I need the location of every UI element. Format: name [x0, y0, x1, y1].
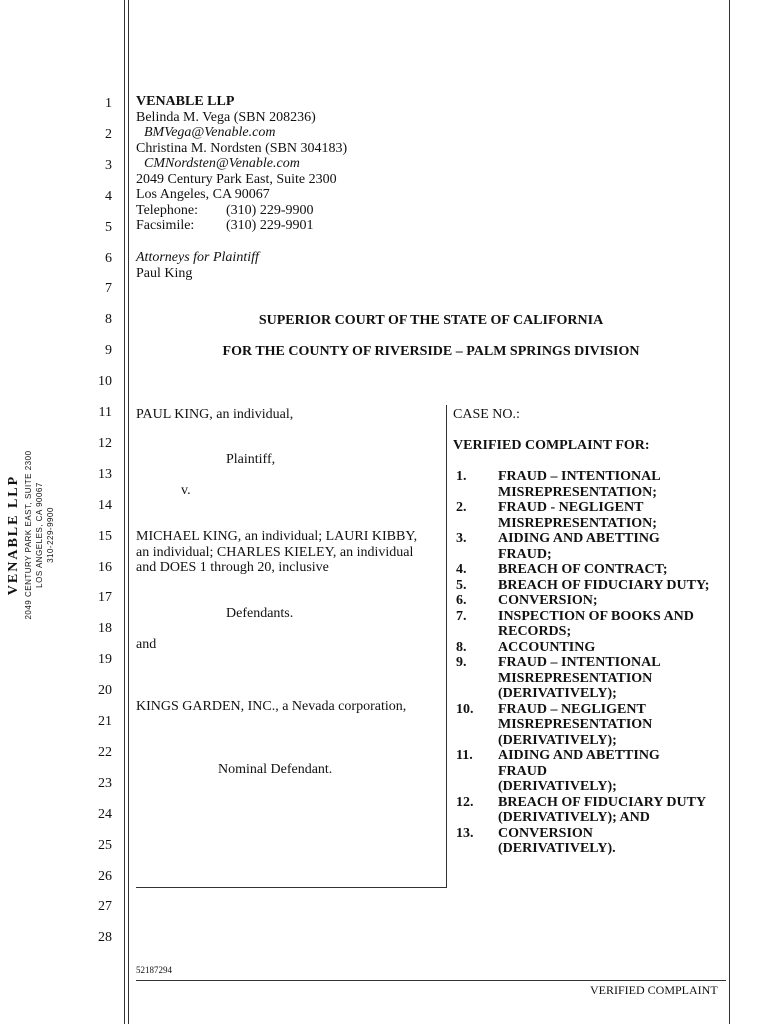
line-number: 19 [98, 652, 112, 668]
claim-item [456, 609, 746, 640]
telephone-value: (310) 229-9900 [226, 202, 314, 218]
firm-sidebar [5, 385, 75, 685]
line-number: 10 [98, 374, 112, 390]
left-margin-rule-1 [124, 0, 125, 1024]
claim-line: CONVERSION [498, 825, 593, 841]
claim-number: 2. [456, 500, 467, 515]
line-number: 21 [98, 714, 112, 729]
nominal-defendant-role: Nominal Defendant. [218, 762, 333, 777]
line-number: 18 [98, 621, 112, 637]
line-number: 13 [98, 466, 112, 482]
claim-line: CONVERSION; [498, 593, 598, 608]
line-number: 25 [98, 837, 112, 853]
claim-item [456, 578, 746, 594]
line-number: 20 [98, 683, 112, 699]
claim-line: FRAUD; [498, 546, 552, 562]
defendants-line-1: MICHAEL KING, an individual; LAURI KIBBY, [136, 529, 418, 544]
complaint-title: VERIFIED COMPLAINT FOR: [453, 438, 650, 453]
claim-number: 4. [456, 562, 467, 577]
header-city: Los Angeles, CA 90067 [136, 187, 270, 202]
claim-text [498, 702, 746, 749]
claim-text [498, 795, 746, 826]
header-attorney-2: Christina M. Nordsten (SBN 304183) [136, 140, 348, 156]
caption-divider-vertical [446, 405, 447, 888]
claim-line: BREACH OF CONTRACT; [498, 562, 668, 577]
defendants-block [136, 529, 417, 576]
claim-line: (DERIVATIVELY). [498, 841, 616, 856]
claim-line: BREACH OF FIDUCIARY DUTY; [498, 577, 710, 593]
line-number: 8 [105, 312, 112, 328]
claim-line: FRAUD [498, 763, 547, 779]
plaintiff-role: Plaintiff, [226, 452, 276, 467]
claim-number: 5. [456, 577, 467, 593]
claim-text [498, 748, 746, 795]
claim-line: FRAUD - NEGLIGENT [498, 500, 644, 515]
line-number: 6 [105, 250, 112, 266]
line-number: 14 [98, 497, 112, 513]
sidebar-phone: 310-229-9900 [46, 507, 55, 563]
case-number-label: CASE NO.: [453, 407, 520, 422]
header-facsimile-row [136, 218, 347, 234]
line-number: 23 [98, 775, 112, 791]
claim-line: AIDING AND ABETTING [498, 748, 660, 763]
line-number: 4 [105, 188, 112, 204]
court-title-line-1: SUPERIOR COURT OF THE STATE OF CALIFORNIA [258, 313, 604, 328]
claim-line: (DERIVATIVELY); [498, 686, 617, 701]
attorneys-for-label: Attorneys for Plaintiff [136, 250, 259, 265]
versus: v. [181, 483, 191, 498]
left-margin-rule-2 [128, 0, 129, 1024]
claim-text [498, 562, 746, 578]
claims-list [456, 469, 746, 857]
line-number: 12 [98, 435, 112, 451]
line-number: 1 [105, 96, 112, 111]
line-number: 22 [98, 744, 112, 760]
facsimile-label: Facsimile: [136, 218, 195, 233]
claim-line: MISREPRESENTATION; [498, 484, 657, 500]
claim-line: MISREPRESENTATION [498, 670, 653, 686]
line-number: 15 [98, 528, 112, 544]
nominal-defendant-name: KINGS GARDEN, INC., a Nevada corporation, [136, 699, 407, 714]
claim-item [456, 702, 746, 749]
claim-line: FRAUD – INTENTIONAL [498, 469, 661, 484]
caption-and: and [136, 637, 157, 652]
claim-line: MISREPRESENTATION; [498, 515, 657, 531]
claim-text [498, 531, 746, 562]
header-telephone-row [136, 203, 347, 219]
claim-number: 8. [456, 639, 467, 655]
claim-number: 6. [456, 593, 467, 608]
claim-number: 3. [456, 531, 467, 546]
claim-number: 10. [456, 701, 474, 717]
line-number: 7 [105, 281, 112, 297]
line-number: 3 [105, 157, 112, 173]
footer-rule [136, 980, 726, 981]
sidebar-firm-name: VENABLE LLP [6, 474, 21, 596]
defendants-role: Defendants. [226, 606, 294, 621]
header-firm: VENABLE LLP [136, 94, 235, 109]
plaintiff-name: PAUL KING, an individual, [136, 407, 294, 422]
claim-item [456, 562, 746, 578]
claim-line: (DERIVATIVELY); AND [498, 810, 650, 825]
claim-number: 9. [456, 655, 467, 670]
claim-text [498, 609, 746, 640]
line-number: 16 [98, 559, 112, 575]
claim-item [456, 593, 746, 609]
claim-number: 1. [456, 469, 467, 484]
line-number: 11 [98, 405, 112, 420]
defendants-line-3: and DOES 1 through 20, inclusive [136, 560, 329, 575]
caption-divider-bottom [136, 887, 447, 888]
header-email-2: CMNordsten@Venable.com [144, 156, 300, 171]
attorneys-for-block [136, 250, 259, 281]
header-attorney-1: Belinda M. Vega (SBN 208236) [136, 109, 316, 125]
attorney-header [136, 94, 347, 234]
line-number: 5 [105, 219, 112, 235]
claim-text [498, 469, 746, 500]
claim-item [456, 500, 746, 531]
line-number: 24 [98, 806, 112, 822]
claim-line: RECORDS; [498, 624, 572, 639]
claim-item [456, 655, 746, 702]
header-street: 2049 Century Park East, Suite 2300 [136, 171, 337, 187]
claim-line: MISREPRESENTATION [498, 717, 653, 732]
claim-item [456, 531, 746, 562]
line-number: 28 [98, 930, 112, 946]
line-number: 9 [105, 343, 112, 359]
claim-item [456, 795, 746, 826]
claim-number: 13. [456, 825, 474, 841]
claim-line: AIDING AND ABETTING [498, 531, 660, 546]
document-id: 52187294 [136, 965, 172, 975]
claim-text [498, 500, 746, 531]
claim-item [456, 469, 746, 500]
claim-line: (DERIVATIVELY); [498, 732, 617, 748]
claim-line: INSPECTION OF BOOKS AND [498, 608, 694, 624]
claim-line: FRAUD – INTENTIONAL [498, 655, 661, 670]
claim-line: ACCOUNTING [498, 639, 596, 655]
claim-text [498, 640, 746, 656]
client-name: Paul King [136, 265, 193, 281]
footer-title: VERIFIED COMPLAINT [590, 983, 718, 997]
facsimile-value: (310) 229-9901 [226, 218, 314, 233]
claim-item [456, 826, 746, 857]
claim-text [498, 578, 746, 594]
claim-line: (DERIVATIVELY); [498, 779, 617, 794]
claim-text [498, 655, 746, 702]
telephone-label: Telephone: [136, 202, 198, 218]
claim-number: 11. [456, 748, 473, 763]
line-number: 27 [98, 899, 112, 915]
claim-number: 12. [456, 794, 474, 810]
header-email-1: BMVega@Venable.com [144, 125, 276, 140]
claim-text [498, 826, 746, 857]
sidebar-address: 2049 CENTURY PARK EAST, SUITE 2300 [24, 450, 33, 620]
claim-text [498, 593, 746, 609]
line-number: 26 [98, 868, 112, 884]
claim-number: 7. [456, 608, 467, 624]
sidebar-city: LOS ANGELES, CA 90067 [35, 482, 44, 588]
claim-item [456, 748, 746, 795]
defendants-line-2: an individual; CHARLES KIELEY, an individual [136, 544, 414, 560]
claim-item [456, 640, 746, 656]
line-number: 2 [105, 126, 112, 142]
claim-line: FRAUD – NEGLIGENT [498, 701, 646, 717]
court-title-line-2: FOR THE COUNTY OF RIVERSIDE – PALM SPRINGS DIVISION [222, 344, 640, 359]
line-number: 17 [98, 590, 112, 606]
claim-line: BREACH OF FIDUCIARY DUTY [498, 794, 707, 810]
